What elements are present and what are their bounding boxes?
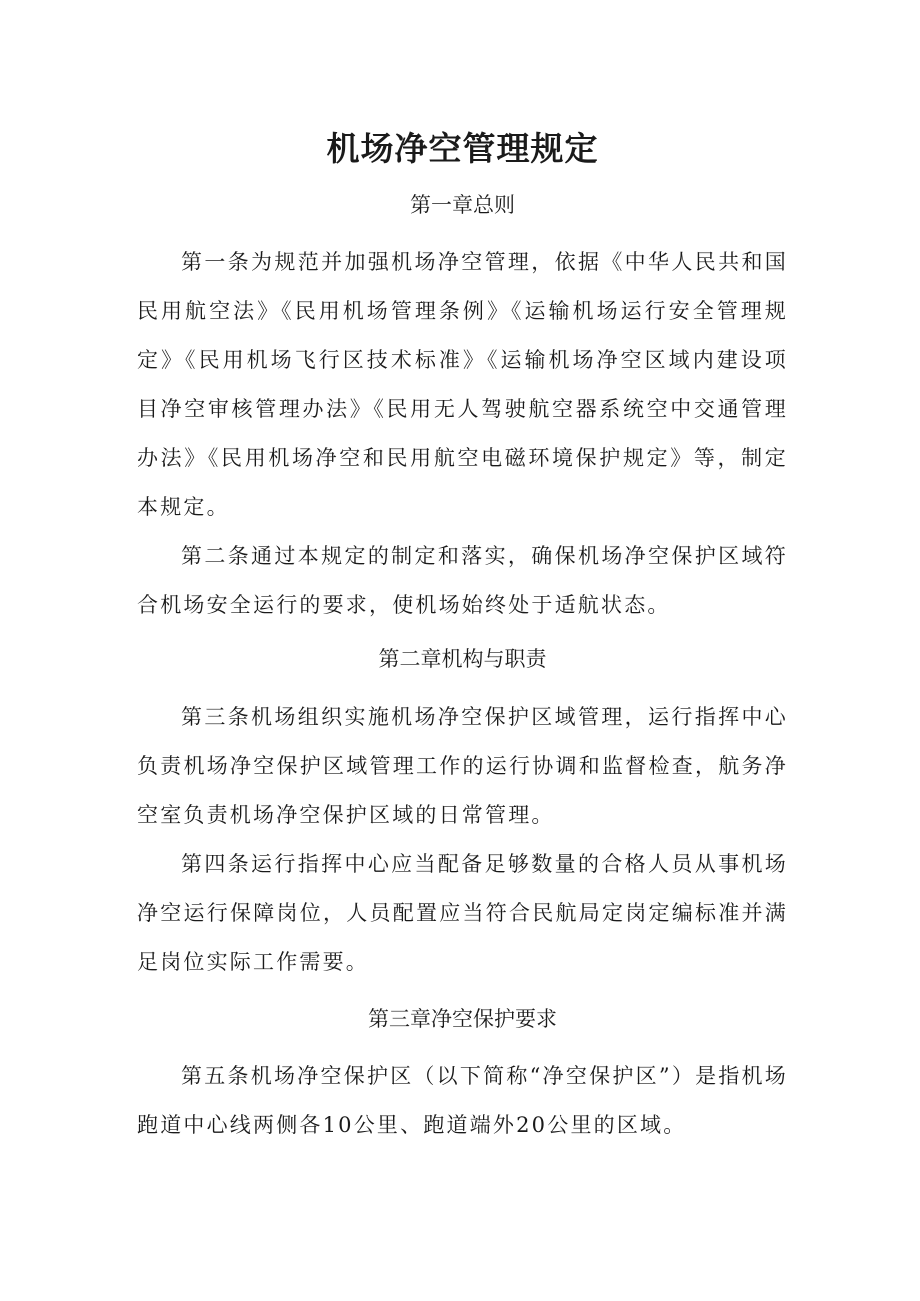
chapter-heading: 第二章机构与职责: [378, 647, 547, 671]
article-paragraph: 第一条为规范并加强机场净空管理，依据《中华人民共和国民用航空法》《民用机场管理条例》《运输机场运行安全管理规定》《民用机场飞行区技术标准》《运输机场净空区域内建设项目净空审核管理办法》《民用无人驾驶航空器系统空中交通管理办法》《民用机场净空和民用航空电磁环境保护规定》等，制定本规定。: [137, 250, 788, 519]
document-title: 机场净空管理规定: [326, 129, 599, 168]
article-paragraph: 第四条运行指挥中心应当配备足够数量的合格人员从事机场净空运行保障岗位，人员配置应当符合民航局定岗定编标准并满足岗位实际工作需要。: [137, 852, 788, 974]
chapter-heading: 第三章净空保护要求: [368, 1007, 557, 1031]
article-paragraph: 第五条机场净空保护区（以下简称“净空保护区”）是指机场跑道中心线两侧各10公里、跑道端外20公里的区域。: [137, 1064, 788, 1137]
chapter-heading: 第一章总则: [410, 193, 515, 217]
article-paragraph: 第三条机场组织实施机场净空保护区域管理，运行指挥中心负责机场净空保护区域管理工作的运行协调和监督检查，航务净空室负责机场净空保护区域的日常管理。: [137, 705, 788, 827]
article-paragraph: 第二条通过本规定的制定和落实，确保机场净空保护区域符合机场安全运行的要求，使机场始终处于适航状态。: [137, 544, 788, 617]
